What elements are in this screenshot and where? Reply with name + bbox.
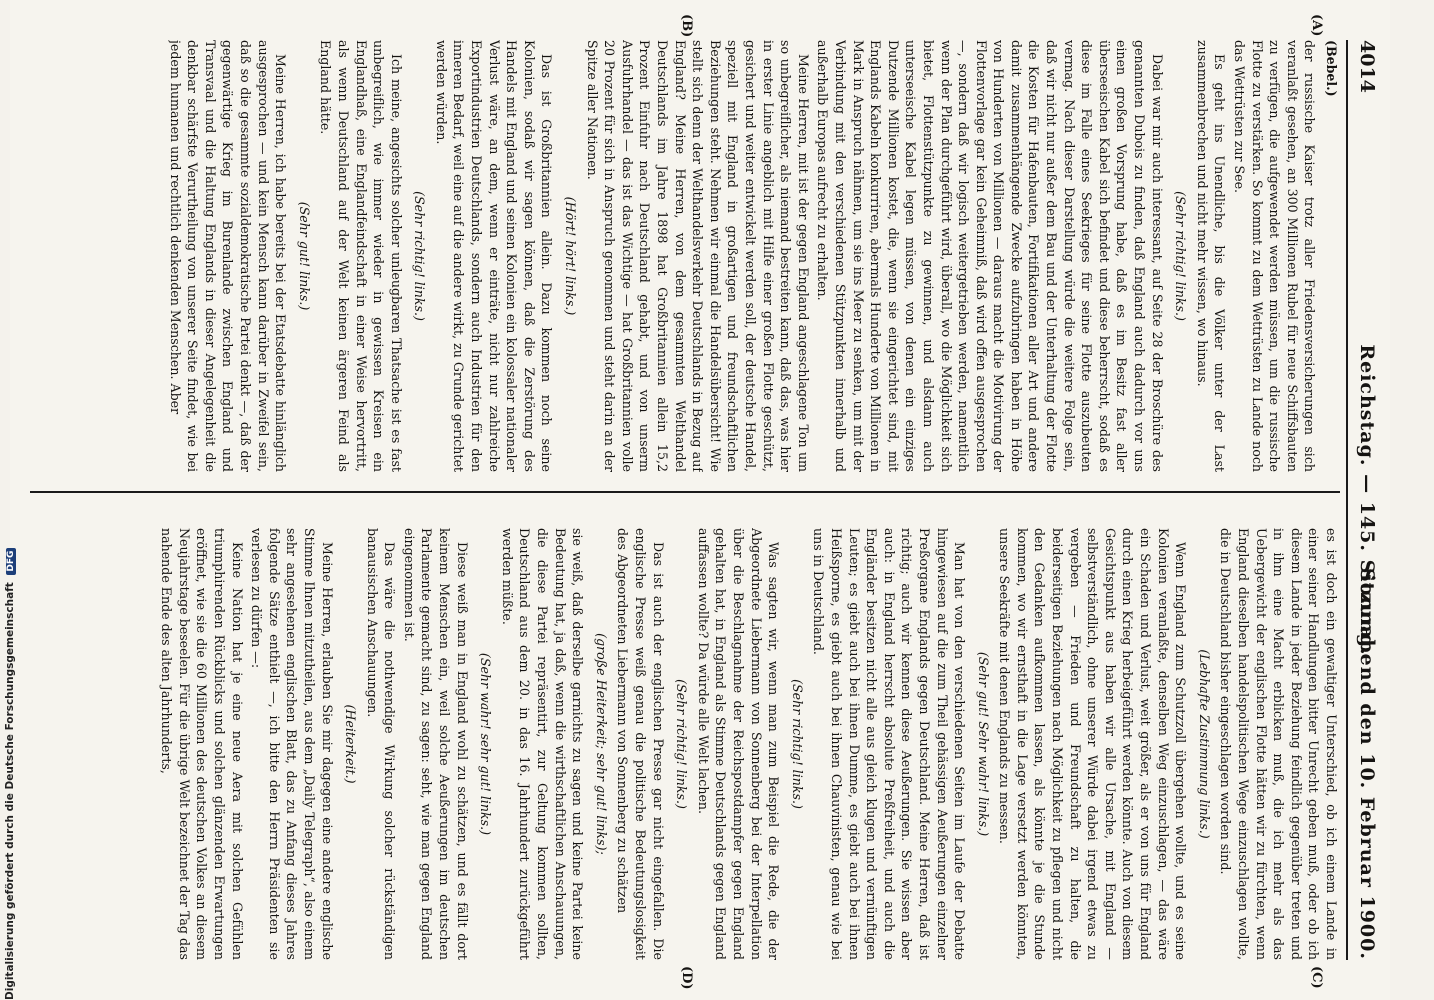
margin-marker-c: (C)	[1309, 966, 1324, 989]
margin-marker-a: (A)	[1309, 14, 1324, 37]
paragraph: der russische Kaiser trotz aller Friedensversicherungen sich veranlaßt gesehen, an 300 Millionen Rubel für neue Schiffsbauten zu verfügen, die aufgewendet werden müssen, um die russische Flotte zu verstärken. So kommt zu dem Wettrüsten zu Lande noch das Wettrüsten zur See.	[1232, 40, 1318, 472]
credit-text: Digitalisierung gefördert durch die Deutsche Forschungsgemeinschaft	[4, 582, 16, 1000]
stage-direction: (große Heiterkeit; sehr gut! links);	[593, 633, 609, 855]
left-text-column	[25, 40, 1340, 472]
stage-direction: (Sehr gut! Sehr wahr! links.)	[975, 651, 991, 837]
rotated-document-page	[10, 0, 1390, 1000]
paragraph: Dabei war mir auch interessant, auf Seite 28 der Broschüre des genannten Dubois zu finden, daß England auch dadurch vor uns einen großen Vorsprung habe, daß es im Besitz fast aller überseeischen Kabel sich befindet und diese beherrscht, sodaß es diese im Falle eines Seekrieges für seine Flotte auszubeuten vermag. Nach dieser Darstellung würde die weitere Folge sein, daß wir nicht nur außer dem Bau und der Unterhaltung der Flotte die Kosten für Hafenbauten, Fortifikationen aller Art und andere damit zusammenhängende Zwecke aufzubringen haben in Höhe von Hunderten von Millionen — daraus macht die Motivirung der Flottenvorlage gar kein Geheimniß, daß wird offen ausgesprochen —, sondern daß wir logisch weitergetrieben werden, namentlich wenn der Plan durchgeführt wird, überall, wo die Möglichkeit sich bietet, Flottenstützpunkte zu gewinnen, und alsdann auch unterseeische Kabel legen müssen, von denen ein einziges Dutzende Millionen kostet, die, wenn sie eingerichtet sind, mit Englands Kabeln konkurriren, abermals Hunderte von Millionen in Mark in Anspruch nähmen, um sie ins Meer zu senken, um mit der Verbindung mit den verschiedenen Stützpunkten innerhalb und außerhalb Europas aufrecht zu erhalten.	[815, 40, 1165, 472]
paragraph: Man hat von den verschiedenen Seiten im Laufe der Debatte hingewiesen auf die zum Theil gehässigen Aeußerungen einzelner Preßorgane Englands gegen Deutschland. Meine Herren, daß ist richtig; auch wir kennen diese Aeußerungen. Sie wissen aber auch: in England herrscht absolute Preßfreiheit, und auch die Engländer besitzen nicht alle aus gleich klugen und vernünftigen Leuten; es giebt auch bei ihnen Dumme, es giebt auch bei ihnen Heißsporne, es giebt auch bei ihnen Chauvinisten, genau wie bei uns in Deutschland.	[811, 528, 968, 960]
stage-direction: (Sehr gut! links.)	[296, 201, 312, 311]
stage-direction: (Sehr richtig! links.)	[674, 679, 690, 809]
paragraph: sie weiß, daß derselbe garnichts zu sagen und keine Partei keine Bedeutung hat, ja daß, wenn die wirthschaftlichen Anschauungen, die diese Partei repräsentirt, zur Geltung kommen sollten, Deutschland aus dem 20. in das 16. Jahrhundert zurückgeführt werden müßte.	[499, 528, 586, 960]
page-header	[1346, 40, 1382, 960]
stage-direction: (Sehr richtig! links.)	[1173, 191, 1189, 321]
stage-direction: (Sehr wahr! sehr gut! links.)	[478, 652, 494, 836]
paragraph: Das ist Großbritannien allein. Dazu kommen noch seine Kolonien, sodaß wir sagen können, daß die Zerstörung des Handels mit England und seinen Kolonien ein kolossaler nationaler Verlust wäre, an dem, wenn er einträte, nicht nur zahlreiche Exportindustrien Deutschlands, sondern auch Industrien für den inneren Bedarf, weil eine auf die andere wirkt, zu Grunde gerichtet werden würden.	[433, 40, 555, 472]
paragraph: Meine Herren, erlauben Sie mir dagegen eine andere englische Stimme Ihnen mitzutheilen, aus dem „Daily Telegraph“, also einem sehr angesehenen englischen Blatt, das zu Anfang dieses Jahres folgende Sätze enthielt —, ich bitte den Herrn Präsidenten sie verlesen zu dürfen —:	[249, 528, 335, 960]
paragraph: Das wäre die nothwendige Wirkung solcher rückständigen banausischen Anschauungen.	[364, 528, 398, 960]
paragraph: Diese weiß man in England wohl zu schätzen, und es fällt dort keinem Menschen ein, weil solche Aeußerungen im deutschen Parlamente gemacht sind, zu sagen: seht, wie man gegen England eingenommen ist.	[401, 528, 470, 960]
margin-marker-d: (D)	[679, 966, 694, 990]
column-divider	[30, 491, 1340, 493]
stage-direction: (Lebhafte Zustimmung links.)	[1196, 649, 1212, 839]
stage-direction: (Sehr richtig! links.)	[789, 679, 805, 809]
session-title: Reichstag. — 145. Sitzung.	[1356, 344, 1378, 656]
digitization-credit	[4, 0, 26, 1000]
paragraph: Meine Herren, ich habe bereits bei der Etatsdebatte hinlänglich ausgesprochen — und kein Mensch kann darüber in Zweifel sein, daß so die gesammte sozialdemokratische Partei denkt —, daß der gegenwärtige Krieg im Burenlande zwischen England und Transvaal und die Haltung Englands in dieser Angelegenheit die denkbar schärfste Verurtheilung von unserer Seite findet, wie bei jedem humanen und rechtlich denkenden Menschen. Aber	[167, 40, 289, 472]
paragraph: Keine Nation hat je eine neue Aera mit solchen Gefühlen triumphirenden Rückblicks und solchen glänzenden Erwartungen eröffnet, wie sie die 60 Millionen des deutschen Volkes an diesem Neujahrstage beseelen. Für die übrige Welt bezeichnet der Tag das nahende Ende des alten Jahrhunderts,	[159, 528, 245, 960]
paragraph: Das ist auch der englischen Presse gar nicht eingefallen. Die englische Presse weiß genau die politische Bedeutungslosigkeit des Abgeordneten Liebermann von Sonnenberg zu schätzen	[615, 528, 666, 960]
right-text-column	[25, 528, 1340, 960]
speaker-name: (Bebel.)	[1324, 40, 1339, 97]
paragraph: Ich meine, angesichts solcher unleugbaren Thatsache ist es fast unbegreiflich, wie immer wieder in gewissen Kreisen ein Englandhaß, eine Englandfeindschaft in einer Weise hervortritt, als wenn Deutschland auf der Welt keinen ärgeren Feind als England hätte.	[318, 40, 404, 472]
stage-direction: (Heiterkeit.)	[343, 704, 359, 784]
dfg-logo: DFG	[6, 548, 16, 575]
page-number: 4014	[1356, 40, 1378, 93]
paragraph: es ist doch ein gewaltiger Unterschied, ob ich einem Lande in einer seiner Handlungen bitter Unrecht geben muß, oder ob ich diesem Lande in jeder Beziehung feindlich gegenüber treten und in ihm eine Macht erblicken muß, die ich mehr als das Uebergewicht der englischen Flotte hätten wir zu fürchten, wenn England dieselben handelspolitischen Wege einzuschlagen wollte, die in Deutschland bisher eingeschlagen worden sind.	[1218, 528, 1339, 960]
stage-direction: (Hört! hört! links.)	[563, 196, 579, 316]
stage-direction: (Sehr richtig! links.)	[412, 191, 428, 321]
paragraph: Es geht ins Unendliche, bis die Völker unter der Last zusammenbrechen und nicht mehr wissen, wo hinaus.	[1194, 40, 1228, 472]
paragraph: Was sagten wir, wenn man zum Beispiel die Rede, die der Abgeordnete Liebermann von Sonnenberg bei der Interpellation über die Beschlagnahme der Reichspostdampfer gegen England gehalten hat, in England als Stimme Deutschlands gegen England auffassen wollte? Da würde alle Welt lachen.	[695, 528, 782, 960]
paragraph: Wenn England zum Schutzzoll übergehen wollte, und es seine Kolonien veranlaßte, denselben Weg einzuschlagen, — das wäre ein Schaden und Verlust, weit größer, als er von uns für England durch einen Krieg herbeigeführt werden könnte. Auch von diesem Gesichtspunkt aus haben wir alle Ursache, mit England — selbstverständlich, ohne unserer Würde dabei irgend etwas zu vergeben — Frieden und Freundschaft zu halten, die beiderseitigen Beziehungen nach Möglichkeit zu pflegen und nicht den Gedanken aufkommen lassen, als könnte je die Stunde kommen, wo wir ernsthaft in die Lage versetzt werden könnten, unsere Seekräfte mit denen Englands zu messen.	[997, 528, 1189, 960]
margin-marker-b: (B)	[679, 14, 694, 38]
session-date: Sonnabend den 10. Februar 1900.	[1356, 568, 1378, 960]
paragraph: Meine Herren, mit ist der gegen England angeschlagene Ton um so unbegreiflicher, als niemand bestreiten kann, daß das, was hier in erster Linie angeblich mit Hilfe einer großen Flotte geschützt, gesichert und weiter entwickelt werden soll, der deutsche Handel, speziell mit England in großartigen und freundschaftlichen Beziehungen steht. Nehmen wir einmal die Handelsübersicht! Wie stellt sich denn der Welthandelsverkehr Deutschlands in Bezug auf England? Meine Herren, von dem gesammten Welthandel Deutschlands im Jahre 1898 hat Großbritannien allein 15,2 Prozent Einfuhr nach Deutschland gehabt, und von unserm Ausfuhrhandel — das ist das Wichtige — hat Großbritannien volle 20 Prozent für sich in Anspruch genommen und steht darin an der Spitze aller Nationen.	[584, 40, 811, 472]
